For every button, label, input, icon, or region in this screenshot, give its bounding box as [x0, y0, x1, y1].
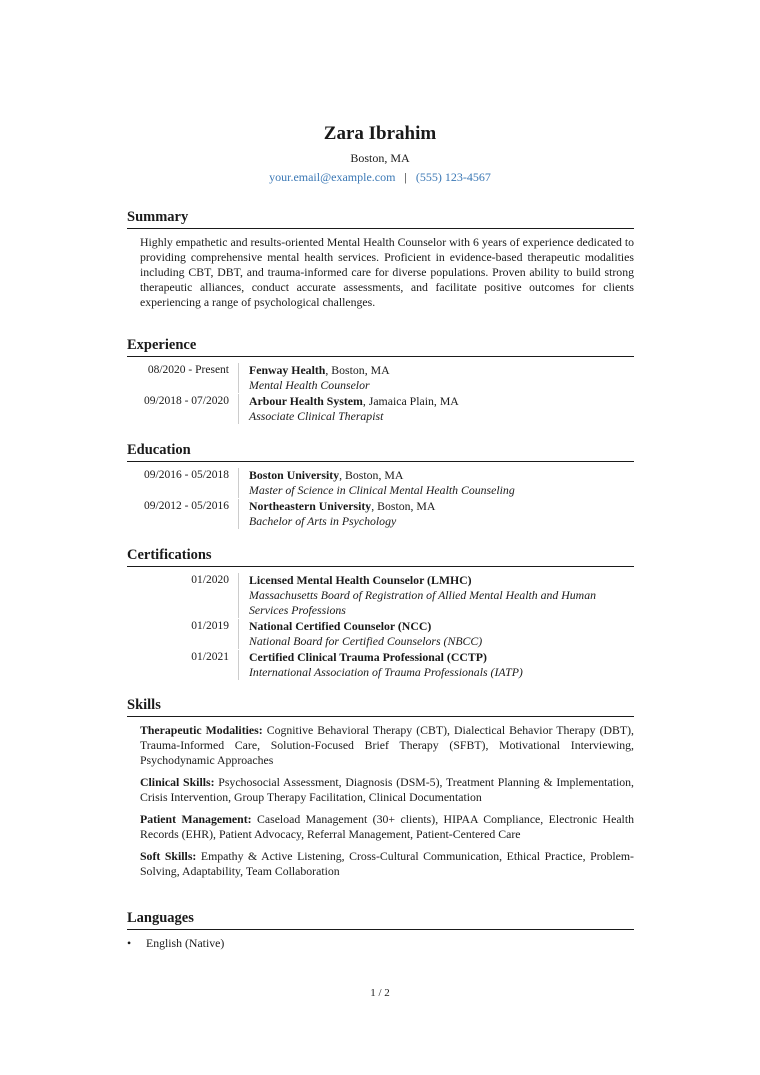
candidate-name: Zara Ibrahim	[323, 123, 437, 144]
entry-role: Mental Health Counselor	[249, 378, 370, 392]
entry-location: , Boston, MA	[339, 468, 404, 482]
entry-date: 09/2016 - 05/2018	[144, 469, 229, 481]
entry-degree: Bachelor of Arts in Psychology	[249, 514, 397, 528]
entry-organization: Northeastern University	[249, 499, 372, 513]
certification-name: Certified Clinical Trauma Professional (CCTP)	[249, 650, 487, 664]
entry-date: 01/2020	[191, 574, 229, 586]
skills-section	[127, 696, 634, 879]
experience-entry	[127, 394, 634, 424]
skill-category: Patient Management:	[140, 812, 252, 826]
entry-location: , Jamaica Plain, MA	[362, 394, 459, 408]
contact-line	[0, 169, 760, 185]
resume-header	[0, 122, 760, 185]
entry-date: 01/2019	[191, 620, 229, 632]
summary-section	[127, 208, 634, 310]
entry-organization: Arbour Health System	[249, 394, 363, 408]
section-title-skills: Skills	[127, 696, 634, 717]
certification-issuer: Massachusetts Board of Registration of Allied Mental Health and Human Services Professions	[249, 588, 596, 617]
certification-entry	[127, 573, 634, 618]
languages-list	[127, 936, 634, 951]
certification-name: Licensed Mental Health Counselor (LMHC)	[249, 573, 472, 587]
entry-date: 09/2012 - 05/2016	[144, 500, 229, 512]
certification-name: National Certified Counselor (NCC)	[249, 619, 432, 633]
candidate-location: Boston, MA	[350, 151, 410, 165]
skill-category: Clinical Skills:	[140, 775, 215, 789]
entry-organization: Fenway Health	[249, 363, 326, 377]
page-number: 1 / 2	[370, 987, 390, 999]
education-section	[127, 441, 634, 529]
skill-group	[140, 775, 634, 805]
entry-date: 08/2020 - Present	[147, 364, 229, 376]
entry-role: Associate Clinical Therapist	[249, 409, 384, 423]
skill-category: Soft Skills:	[140, 849, 197, 863]
experience-entry	[127, 363, 634, 393]
section-title-summary: Summary	[127, 208, 634, 229]
certifications-section	[127, 546, 634, 680]
list-item	[127, 936, 634, 951]
contact-separator: |	[404, 170, 407, 184]
certification-issuer: National Board for Certified Counselors (NBCC)	[249, 634, 483, 648]
skill-list: Caseload Management (30+ clients), HIPAA Compliance, Electronic Health Records (EHR), Patient Advocacy, Referral Management, Patient-Centered Care	[140, 812, 635, 841]
skill-list: Empathy & Active Listening, Cross-Cultural Communication, Ethical Practice, Problem-Solving, Adaptability, Team Collaboration	[140, 849, 634, 878]
certification-entry	[127, 619, 634, 649]
education-entry	[127, 468, 634, 498]
entry-organization: Boston University	[249, 468, 340, 482]
skill-list: Cognitive Behavioral Therapy (CBT), Dialectical Behavior Therapy (DBT), Trauma-Informed Care, Solution-Focused Brief Therapy (SFBT), Motivational Interviewing, Psychodynamic Approaches	[140, 723, 634, 767]
skill-list: Psychosocial Assessment, Diagnosis (DSM-5), Treatment Planning & Implementation, Crisis Intervention, Group Therapy Facilitation, Clinical Documentation	[140, 775, 634, 804]
entry-degree: Master of Science in Clinical Mental Health Counseling	[249, 483, 515, 497]
section-title-languages: Languages	[127, 909, 634, 930]
summary-text: Highly empathetic and results-oriented Mental Health Counselor with 6 years of experience dedicated to providing comprehensive mental health services. Proficient in evidence-based therapeutic modalities including CBT, DBT, and trauma-informed care for diverse populations. Proven ability to build strong therapeutic alliances, conduct accurate assessments, and facilitate positive outcomes for clients experiencing a range of psychological challenges.	[140, 235, 634, 309]
bullet-icon: •	[127, 936, 132, 950]
skill-group	[140, 849, 634, 879]
entry-location: , Boston, MA	[325, 363, 390, 377]
email-link[interactable]: your.email@example.com	[269, 170, 396, 184]
section-title-certifications: Certifications	[127, 546, 634, 567]
certification-issuer: International Association of Trauma Professionals (IATP)	[249, 665, 523, 679]
education-entry	[127, 499, 634, 529]
phone-link[interactable]: (555) 123-4567	[415, 170, 491, 184]
certification-entry	[127, 650, 634, 680]
skill-group	[140, 812, 634, 842]
skill-category: Therapeutic Modalities:	[140, 723, 263, 737]
entry-location: , Boston, MA	[371, 499, 436, 513]
experience-section	[127, 336, 634, 424]
entry-date: 09/2018 - 07/2020	[144, 395, 229, 407]
section-title-experience: Experience	[127, 336, 634, 357]
entry-date: 01/2021	[191, 651, 229, 663]
languages-section	[127, 909, 634, 951]
language-name: English (Native)	[146, 936, 225, 950]
skill-group	[140, 723, 634, 768]
section-title-education: Education	[127, 441, 634, 462]
